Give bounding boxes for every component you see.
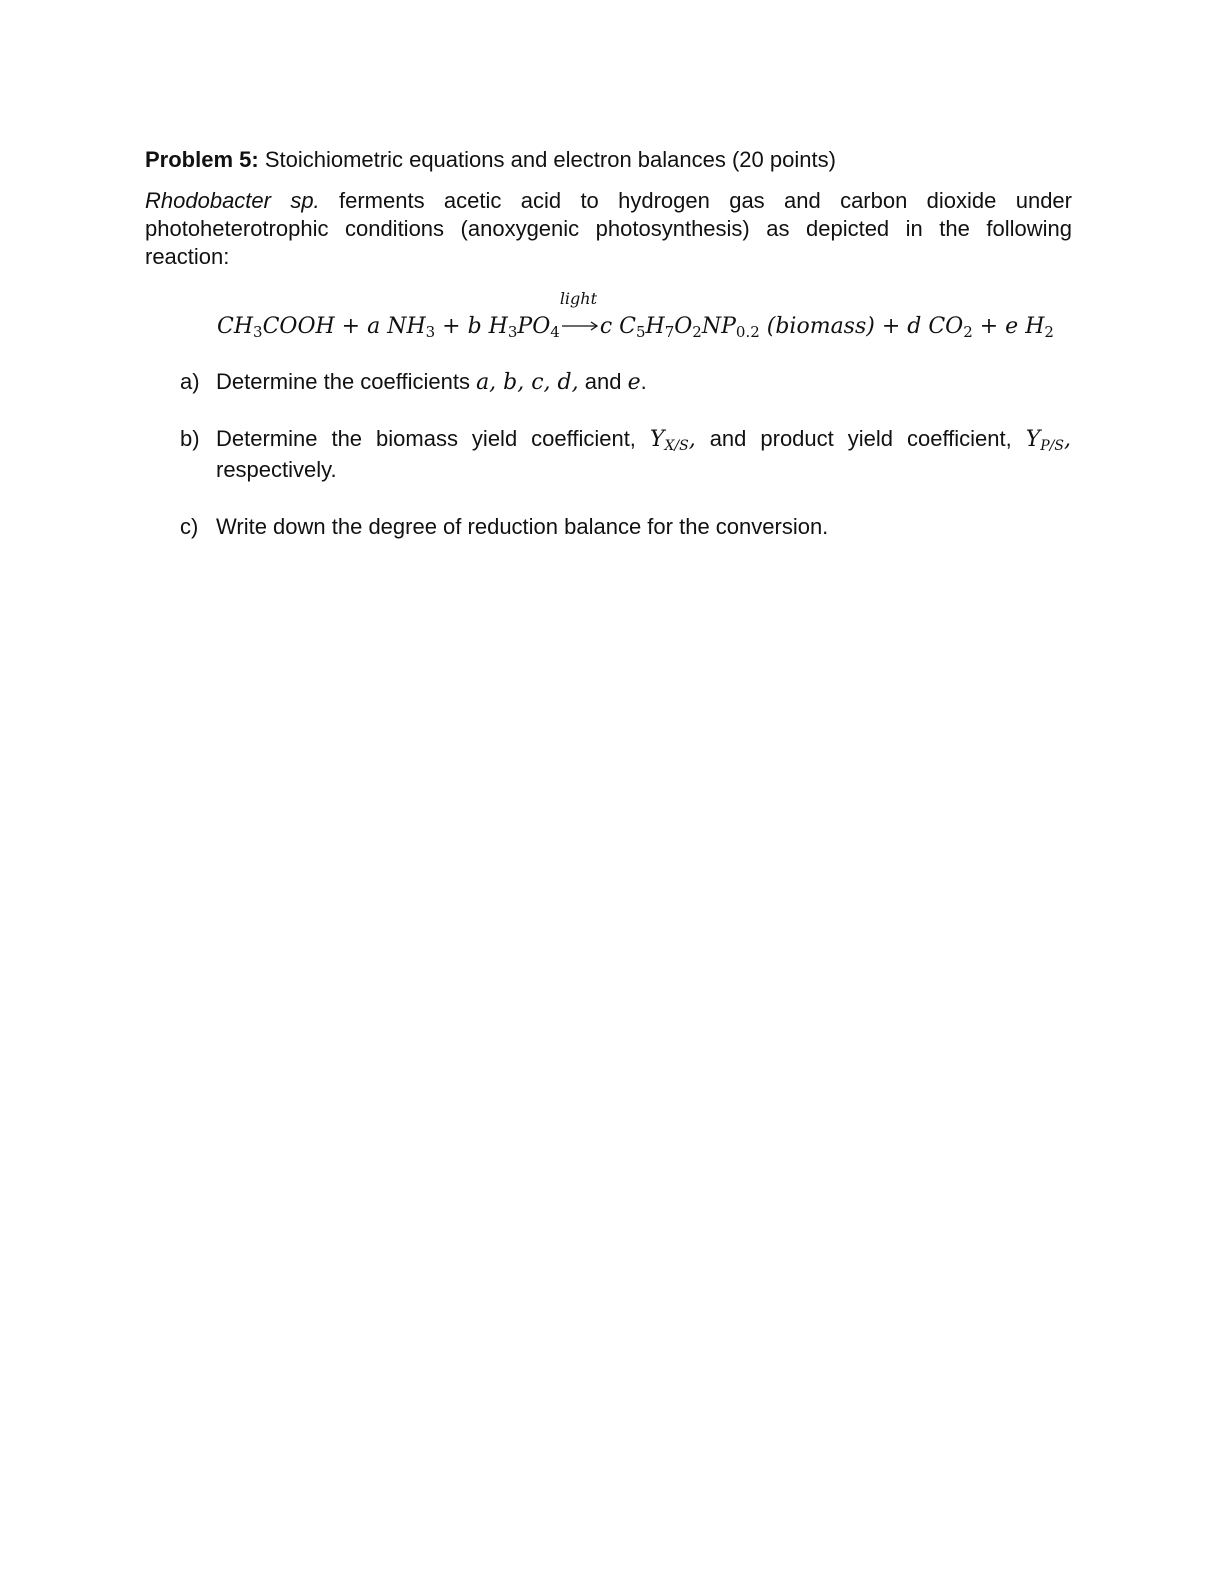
question-a-text: Determine the coefficients [216,369,477,394]
question-b-text2: and product yield coefficient, [695,426,1026,451]
equation-line [217,289,1054,341]
eq-sub: 0.2 [735,322,760,341]
eq-eh: + e H [972,314,1045,339]
yp-comma: , [1064,427,1071,452]
eq-sub: 2 [1044,322,1054,341]
question-label: b) [180,426,200,451]
question-b-text1: Determine the biomass yield coefficient, [216,426,650,451]
question-label: a) [180,369,200,394]
eq-h: + b H [435,314,508,339]
yx-symbol: Y [649,427,665,452]
question-text [216,424,1071,485]
coefficient-vars: a, b, c, d, [476,370,579,395]
eq-sub: 3 [425,322,436,341]
question-b-text3: respectively. [216,457,337,482]
eq-biomass: (biomass) + d CO [759,314,964,339]
intro-text: ferments acetic acid to hydrogen gas and carbon dioxide under photoheterotrophic conditions (anoxygenic photosynthesis) as depicted in the following reaction: [145,188,1072,269]
reaction-arrow [559,289,600,335]
arrow-label-light: light [559,289,598,308]
eq-sub: 3 [507,322,518,341]
yx-subscript: X/S [664,438,689,455]
eq-sub: 7 [664,322,675,341]
eq-ch: CH [217,314,254,339]
eq-h7: H [645,314,665,339]
question-label: c) [180,514,199,539]
eq-c: c C [599,314,636,339]
yp-subscript: P/S [1040,438,1064,455]
organism-name: Rhodobacter sp. [145,188,320,213]
right-arrow-icon [560,315,600,335]
yield-yp [1025,427,1071,455]
eq-nh: + a NH [334,314,426,339]
problem-title [145,146,836,174]
coefficient-e: e [627,370,641,395]
problem-intro [145,187,1072,271]
yield-yx [649,427,696,455]
eq-po: PO [517,314,551,339]
yx-comma: , [688,427,696,452]
eq-sub: 5 [635,322,646,341]
eq-sub: 2 [963,322,973,341]
eq-np: NP [701,314,736,339]
eq-cooh: COOH [262,314,335,339]
eq-sub: 3 [253,322,263,341]
question-a-end: . [640,369,647,394]
eq-sub: 2 [692,322,702,341]
eq-o: O [674,314,693,339]
question-text: Write down the degree of reduction balance for the conversion. [216,514,829,539]
yp-symbol: Y [1025,427,1041,452]
question-a-and: and [578,369,628,394]
problem-title-rest: Stoichiometric equations and electron balances (20 points) [258,147,836,172]
eq-sub: 4 [550,322,560,341]
reaction-equation [217,289,1054,347]
question-text [216,367,1071,398]
problem-title-bold: Problem 5: [145,147,259,172]
